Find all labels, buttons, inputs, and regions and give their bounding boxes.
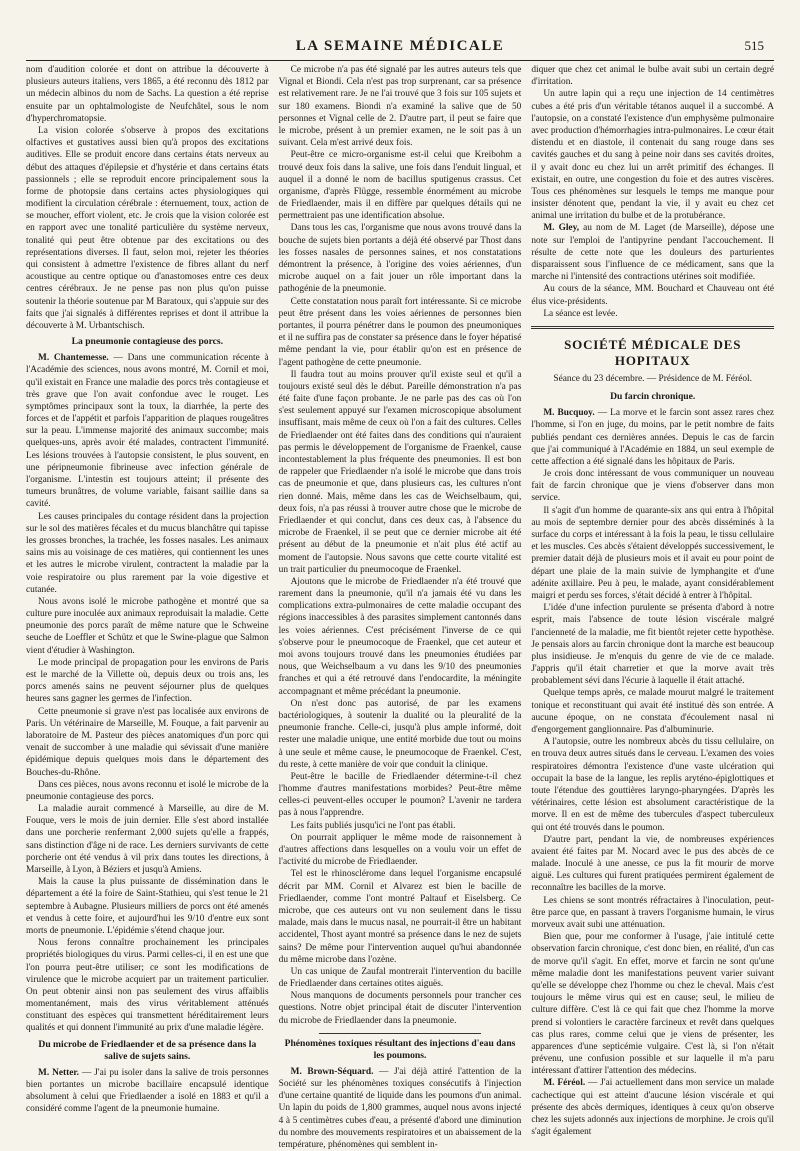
paragraph: [26, 352, 269, 510]
paragraph: nom d'audition colorée et dont on attribue la découverte à plusieurs auteurs italiens, vers 1865, a été reconnu dès 1812 par un médecin albinos du nom de Sachs. La question a été reprise ensuite par un ophtalmologiste de Neufchâtel, sous le nom d'hyperchromatopsie.: [26, 65, 269, 124]
paragraph: A l'autopsie, outre les nombreux abcès du tissu cellulaire, on en trouva deux autres situés dans le cerveau. L'examen des voies respiratoires démontra l'existence d'une vaste ulcération qui occupait la base de la langue, les replis aryténo-épiglottiques et toute l'étendue des gouttières laryngo-pharyngées. D'après les vétérinaires, cette lésion est absolument caractéristique de la morve. Il en est de même des tubercules d'aspect tuberculeux qui ont été trouvés dans le poumon.: [531, 737, 775, 833]
paragraph: [531, 1077, 774, 1138]
paragraph: Peut-être ce micro-organisme est-il celui que Kreibohm a trouvé deux fois dans la salive, une fois dans l'enduit lingual, et auquel il a donné le nom de bacillus sputigenus crassus. Cet organisme, d'après Flügge, ressemble énormément au microbe de Friedlaender, mais il en diffère par quelques détails qui ne permettraient pas une identification absolue.: [278, 150, 522, 222]
section-heading: La pneumonie contagieuse des porcs.: [71, 336, 224, 348]
paragraph: Tel est le rhinosclérome dans lequel l'organisme encapsulé décrit par MM. Cornil et Alvarez est bien le bacille de Friedlaender, comme l'ont montré Paltauf et Eiselsberg. Ce microbe, que ces auteurs ont vu non seulement dans le tissu malade, mais dans le mucus nasal, ne pourrait-il être un habitant accidentel, Thost ayant montré sa présence dans le nez de sujets sains? De même pour l'intervention auquel qu'hui abandonnée du même microbe dans l'ozène.: [278, 869, 522, 965]
paragraph: Les causes principales du contage résident dans la projection sur le sol des matières fécales et du mucus blanchâtre qui tapisse les grosses bronches, la trachée, les fosses nasales. Les animaux sains mis au voisinage de ces matières, qui contiennent les unes et les autres le microbe virulent, contractent la maladie par la voie respiratoire ou plus rarement par la voie digestive et cutanée.: [26, 511, 269, 595]
paragraph: Il faudra tout au moins prouver qu'il existe seul et qu'il a toujours existé seul dès le début. Pareille démonstration n'a pas été faite d'une façon probante. Je ne parle pas des cas où l'on s'est seulement appuyé sur l'examen microscopique absolument insuffisant, mais même de ceux où l'on a fait des cultures. Celles de Friedlaender ont été faites dans des conditions qui n'auraient pas permis le développement de l'organisme de Fraenkel, cause incontestablement la plus fréquente des pneumonies. Il est bon de rappeler que Friedlaender n'a isolé le microbe que dans trois cas de pneumonie et que, dans plusieurs cas, les cultures n'ont rien donné. Mais, même dans les cas de Weichselbaum, qui, deux fois, n'a pas réussi à trouver autre chose que le microbe de Friedlaender et qui conclut, dans ces deux cas, à l'absence du microbe de Fraenkel, il se peut que ce dernier microbe ait été présent au début de la pneumonie et n'ait plus été actif au moment de l'autopsie. Nous savons que cette courte vitalité est un trait particulier du pneumocoque de Fraenkel.: [278, 369, 522, 575]
paragraph: On pourrait appliquer le même mode de raisonnement à d'autres affections dans lesquelles on a voulu voir un effet de l'activité du microbe de Friedlaender.: [278, 832, 522, 868]
paragraph-text: — J'ai pu isoler dans la salive de trois personnes bien portantes un microbe bacillaire encapsulé identique absolument à celui que Friedlaender a isolé en 1883 et qu'il a considéré comme l'agent de la pneumonie humaine.: [26, 1067, 269, 1115]
paragraph: On n'est donc pas autorisé, de par les examens bactériologiques, à soutenir la dualité ou la pleuralité de la pneumonie franche. Celle-ci, jusqu'à plus ample informé, doit rester une maladie unique, une entité morbide due tout ou moins à une seule et même cause, le pneumocoque de Fraenkel. C'est, du reste, à cette manière de voir que conduit la clinique.: [278, 698, 522, 770]
paragraph: Nous avons isolé le microbe pathogène et montré que sa culture pure inoculée aux animaux reproduisait la maladie. Cette pneumonie des porcs paraît de même nature que le Schweine seuche de Loeffler et Schütz et que le Swine-plague que Salmon vient d'étudier à Washington.: [26, 596, 269, 656]
header-rule: [26, 60, 774, 61]
paragraph: [531, 222, 774, 283]
journal-title: LA SEMAINE MÉDICALE: [295, 38, 505, 54]
paragraph: Un autre lapin qui a reçu une injection de 14 centimètres cubes a été pris d'un véritable tétanos auquel il a succombé. A l'autopsie, on a constaté l'existence d'un emphysème pulmonaire avec production d'hémorrhagies intra-pulmonaires. Le cœur était distendu et en diastole, il contenait du sang rouge dans ses cavités gauches et du sang à peine noir dans ses cavités droites, il y avait donc eu chez lui un arrêt primitif des échanges. Il existait, en outre, une congestion du foie et des autres viscères. Tous ces phénomènes sur lesquels le temps me manque pour insister dénotent que, pendant la vie, il y avait eu chez cet animal une irritation du bulbe et de la protubérance.: [531, 89, 775, 222]
paragraph: D'autre part, pendant la vie, de nombreuses expériences avaient été faites par M. Nocard avec le pus des abcès de ce malade. Inoculé à une anesse, ce pus la fit mourir de morve aiguë. Les cultures qui furent pratiquées permirent également de reconnaître les bacilles de la morve.: [531, 834, 775, 894]
paragraph: Cette pneumonie si grave n'est pas localisée aux environs de Paris. Un vétérinaire de Marseille, M. Fouque, a fait parvenir au laboratoire de M. Pasteur des pièces anatomiques d'un porc qui venait de succomber à une maladie qui sévissait d'une manière épidémique depuis quelques mois dans le département des Bouches-du-Rhône.: [26, 706, 269, 778]
paragraph: diquer que chez cet animal le bulbe avait subi un certain degré d'irritation.: [531, 65, 775, 88]
column-2: [278, 64, 522, 1150]
paragraph: La vision colorée s'observe à propos des excitations olfactives et gustatives aussi bien qu'à propos des excitations auditives. Elle se produit encore dans certains états nerveux au début des attaques d'épilepsie et d'hystérie et dans certains états passionnels ; elle se reproduit encore principalement sous la forme de photopsie dans certains actes physiologiques qui modifient la circulation cérébrale : éternuement, toux, action de se moucher, effort violent, etc. Je crois que la vision colorée est en rapport avec une tonalité particulière du système nerveux, tonalité qui peut être obtenue par des excitations ou des représentations diverses. Il faut, selon moi, rejeter les théories qui consistent à admettre l'existence de fibres allant du nerf acoustique au centre optique ou d'anastomoses entre ces deux centres cérébraux. Je ne pense pas non plus qu'on puisse soutenir la théorie soutenue par M Baratoux, qui s'appuie sur des faits que j'ai signalés à différentes reprises et dont il attribue la découverte à M. Urbantschisch.: [26, 125, 269, 331]
paragraph: Au cours de la séance, MM. Bouchard et Chauveau ont été élus vice-présidents.: [531, 284, 775, 307]
speaker-name: M. Netter.: [38, 1067, 80, 1078]
paragraph-text: — Dans une communication récente à l'Académie des sciences, nous avons montré, M. Cornil et moi, qu'il existait en France une maladie des porcs très contagieuse et très grave que l'on avait confondue avec le rouget. Les symptômes principaux sont la toux, la diarrhée, la perte des forces et de l'appétit et parfois l'apparition de plaques rougeâtres sur la peau. L'immense majorité des animaux succombe; mais quelques-uns, après avoir été malades, contractent l'immunité. Les lésions trouvées à l'autopsie consistent, le plus souvent, en une péripneumonie fibrineuse avec infection générale de l'organisme. L'intestin est toujours atteint; il présente des tumeurs brunâtres, de volume variable, faisant saillie dans sa cavité.: [26, 353, 269, 510]
paragraph: Ce microbe n'a pas été signalé par les autres auteurs tels que Vignal et Biondi. Cela n'est pas trop surprenant, car sa présence est relativement rare. Je ne l'ai trouvé que 3 fois sur 105 sujets et sur 180 examens. Biondi n'a examiné la salive que de 50 personnes et Vignal celle de 2. D'autre part, il peut se faire que le microbe, présent à un premier examen, ne le soit pas à un suivant. Cela m'est arrivé deux fois.: [278, 65, 522, 149]
speaker-name: M. Bucquoy.: [543, 408, 595, 419]
paragraph: Bien que, pour me conformer à l'usage, j'aie intitulé cette observation farcin chronique, c'est donc bien, en réalité, d'un cas de morve qu'il s'agit. En effet, morve et farcin ne sont qu'une même maladie dont les manifestations peuvent varier suivant qu'elle se développe chez l'homme ou chez le cheval. Mais c'est toujours le même virus qui est en cause; seul, le milieu de culture diffère. C'est là ce qui fait que chez l'homme la morve prend si volontiers le caractère farcineux et revêt dans quelques cas plus rares, comme celui que je viens de présenter, les apparences d'une septicémie vulgaire. C'est là, si l'on n'était prévenu, une confusion possible et sur laquelle il m'a paru intéressant d'attirer l'attention des médecins.: [531, 932, 775, 1077]
paragraph: Quelque temps après, ce malade mourut malgré le traitement tonique et reconstituant qui avait été institué dès son entrée. A aucune époque, on ne constata d'écoulement nasal ni d'engorgement ganglionnaire. Pas d'albuminurie.: [531, 688, 775, 735]
paragraph: Cette constatation nous paraît fort intéressante. Si ce microbe peut être présent dans les voies aériennes de personnes bien portantes, il pourra pénétrer dans le poumon des pneumoniques et il ne suffira pas de constater sa présence dans le foyer hépatisé même pendant la vie, pour établir qu'on est en présence de l'agent pathogène de cette pneumonie.: [278, 296, 522, 368]
paragraph-text: — J'ai déjà attiré l'attention de la Société sur les phénomènes toxiques consécutifs à l'injection d'une certaine quantité de liquide dans les poumons d'un animal. Un lapin du poids de 1,800 grammes, auquel nous avons injecté 4 à 5 centimètres cubes d'eau, a présenté d'abord une diminution du nombre des mouvements respiratoires et un abaissement de la température, phénomènes qui semblent in-: [278, 1066, 522, 1150]
paragraph: Un cas unique de Zaufal montrerait l'intervention du bacille de Friedlaender dans certaines otites aiguës.: [278, 966, 522, 990]
paragraph: Ajoutons que le microbe de Friedlaender n'a été trouvé que rarement dans la pneumonie, qu'il n'a jamais été vu dans les complications extra-pulmonaires de cette maladie occupant des régions inaccessibles à des parasites simplement cantonnés dans les voies aériennes. C'est précisément l'inverse de ce qui s'observe pour le pneumocoque de Fraenkel, que cet auteur et moi avons toujours trouvé dans les pneumonies étudiées par nous, que Weichselbaum a vu dans les 9/10 des pneumonies franches et qui a été retrouvé dans l'endocardite, la méningite accompagnant et même précédant la pneumonie.: [278, 576, 522, 697]
speaker-name: M. Brown-Séquard.: [290, 1066, 374, 1077]
session-line: Séance du 23 décembre. — Présidence de M. Féréol.: [553, 373, 752, 384]
column-1: [26, 64, 269, 1115]
paragraph: Il s'agit d'un homme de quarante-six ans qui entra à l'hôpital au mois de septembre dernier pour des abcès disséminés à la surface du corps et intéressant à la fois la peau, le tissu cellulaire et les muscles. Ces abcès s'étaient développés successivement, le premier datait déjà de plusieurs mois et il avait eu pour point de départ une plaie de la main suivie de lymphangite et d'une adénite axillaire. Peu à peu, le malade, ayant considérablement maigri et perdu ses forces, s'était décidé à entrer à l'hôpital.: [531, 505, 775, 601]
column-3: [531, 64, 775, 1138]
paragraph: Dans tous les cas, l'organisme que nous avons trouvé dans la bouche de sujets bien portants a déjà été observé par Thost dans les fosses nasales de personnes saines, et nos constatations démontrent la présence, à l'origine des voies aériennes, d'un microbe auquel on a fait jouer un rôle important dans la pathogénie de la pneumonie.: [278, 223, 522, 295]
society-divider: [531, 326, 774, 329]
paragraph: Nous manquons de documents personnels pour trancher ces questions. Notre objet principal était de discuter l'intervention du microbe de Friedlaender dans la pneumonie.: [278, 991, 522, 1026]
paragraph: Le mode principal de propagation pour les environs de Paris est le marché de la Villette où, depuis deux ou trois ans, les porcs amenés sains ne peuvent séjourner plus de quelques heures sans gagner les germes de l'infection.: [26, 657, 269, 705]
paragraph: [279, 1066, 522, 1151]
paragraph-text: — J'ai actuellement dans mon service un malade cachectique qui est atteint d'aucune lésion viscérale et qui présente des abcès dermiques, identiques à ceux qu'on observe chez les sujets adonnés aux injections de morphine. Je crois qu'il s'agit également: [531, 1078, 775, 1138]
paragraph: [531, 407, 774, 468]
paragraph: Dans ces pièces, nous avons reconnu et isolé le microbe de la pneumonie contagieuse des porcs.: [26, 779, 269, 802]
paragraph: Je crois donc intéressant de vous communiquer un nouveau fait de farcin chronique que je viens d'observer dans mon service.: [531, 469, 775, 504]
speaker-name: M. Féréol.: [543, 1078, 586, 1089]
page-header: [26, 30, 774, 60]
paragraph: La maladie aurait commencé à Marseille, au dire de M. Fouque, vers le mois de juin dernier. Elle s'est abord installée dans une porcherie renfermant 2,000 sujets qu'elle a frappés, sans distinction d'âge ni de race. Les derniers survivants de cette porcherie ont été vendus à vil prix dans toutes les directions, à Marseille, à Lyon, à Béziers et jusqu'à Amiens.: [26, 804, 269, 875]
paragraph: L'idée d'une infection purulente se présenta d'abord à notre esprit, mais l'absence de toute lésion viscérale malgré l'ancienneté de la maladie, me fit bientôt rejeter cette hypothèse. Je pensais alors au farcin chronique dont la marche est beaucoup plus insidieuse. Je m'enquis du genre de vie de ce malade. J'appris qu'il était charretier et que la morve avait très probablement sévi dans l'écurie à laquelle il était attaché.: [531, 603, 775, 687]
society-heading: SOCIÉTÉ MÉDICALE DES HOPITAUX: [564, 336, 742, 368]
section-heading: Du farcin chronique.: [610, 391, 696, 403]
page-number: 515: [744, 38, 764, 53]
text-columns: [26, 64, 775, 1150]
paragraph: La séance est levée.: [543, 308, 618, 319]
paragraph-text: — La morve et le farcin sont assez rares chez l'homme, si l'on en juge, du moins, par le petit nombre de faits publiés pendant ces dernières années. Depuis le cas de farcin que j'ai communiqué à l'Académie en 1884, un seul exemple de cette affection a été signalé dans les hôpitaux de Paris.: [531, 408, 775, 467]
section-heading: Phénomènes toxiques résultant des injections d'eau dans les poumons.: [284, 1037, 516, 1061]
section-heading: Du microbe de Friedlaender et de sa présence dans la salive de sujets sains.: [38, 1038, 257, 1062]
paragraph: Les faits publiés jusqu'ici ne l'ont pas établi.: [290, 820, 456, 831]
paragraph: Les chiens se sont montrés réfractaires à l'inoculation, peut-être parce que, en passant à travers l'organisme humain, le virus morveux avait subi une atténuation.: [531, 895, 775, 930]
paragraph: Nous ferons connaître prochainement les principales propriétés biologiques du virus. Parmi celles-ci, il en est une que l'on pourra peut-être utiliser; ce sont les modifications de virulence que le microbe acquiert par un traitement particulier. On peut obtenir ainsi non pas seulement des virus affaiblis momentanément, mais des virus véritablement atténués constituant des espèces qui transmettent héréditairement leurs qualités et qui donnent l'immunité au prix d'une maladie légère.: [26, 938, 269, 1034]
speaker-name: M. Chantemesse.: [38, 353, 109, 364]
paragraph: Peut-être le bacille de Friedlaender détermine-t-il chez l'homme d'autres manifestations morbides? Peut-être même celles-ci peuvent-elles occuper le poumon? L'avenir ne tardera pas à nous l'apprendre.: [278, 771, 522, 819]
paragraph: [26, 1067, 269, 1116]
speaker-name: M. Gley,: [543, 223, 580, 234]
paragraph: Mais la cause la plus puissante de dissémination dans le département a été la foire de Saint-Stathieu, qui s'est tenue le 21 septembre à Aubagne. Plusieurs milliers de porcs ont été amenés et vendus à cette foire, et aujourd'hui les 9/10 d'entre eux sont morts de pneumonie. L'épidémie s'étend chaque jour.: [26, 877, 269, 936]
paragraph-text: au nom de M. Laget (de Marseille), dépose une note sur l'emploi de l'antipyrine pendant l'accouchement. Il résulte de cette note que les douleurs des parturientes disparaissent sous l'influence de ce médicament, sans que la marche ni l'intensité des contractions utérines soit modifiée.: [531, 223, 775, 283]
section-divider: [319, 1033, 482, 1034]
